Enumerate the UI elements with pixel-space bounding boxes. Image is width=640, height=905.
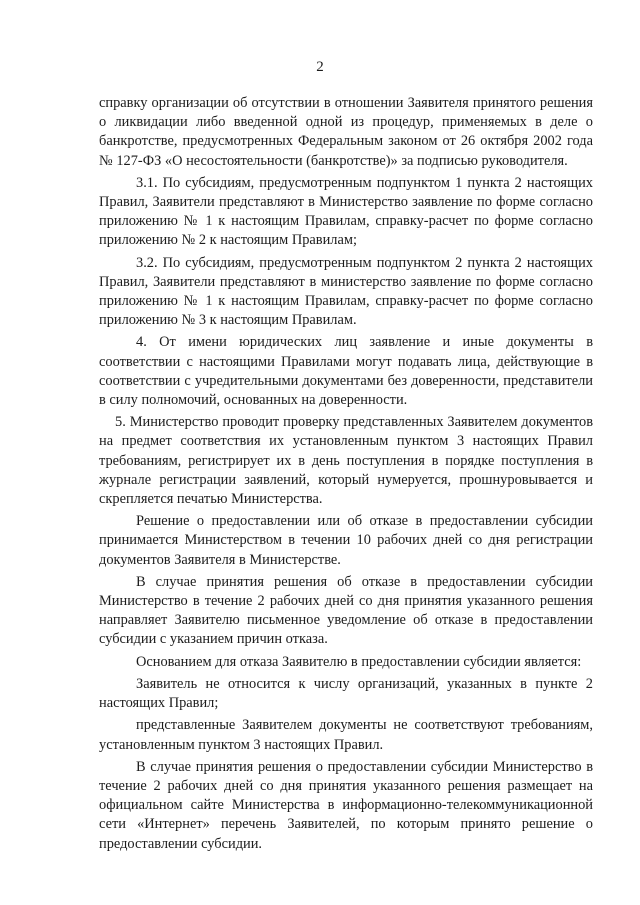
page-number: 2 xyxy=(316,59,324,75)
paragraph-4: 4. От имени юридических лиц заявление и иные документы в соответствии с настоящими Правилами могут подавать лица, действующие в соответствии с учредительными документами без доверенности, представители в силу полномочий, основанных на доверенности. xyxy=(99,334,593,409)
paragraph-3-1: 3.1. По субсидиям, предусмотренным подпунктом 1 пункта 2 настоящих Правил, Заявители представляют в Министерство заявление по форме согласно приложению № 1 к настоящим Правилам, справку-расчет по форме согласно приложению № 2 к настоящим Правилам; xyxy=(99,174,593,249)
paragraph-refusal-grounds: Основанием для отказа Заявителю в предоставлении субсидии является: xyxy=(136,653,582,670)
paragraph-certificate-liquidation: справку организации об отсутствии в отношении Заявителя принятого решения о ликвидации либо введенной одной из процедур, применяемых в деле о банкротстве, предусмотренных Федеральным законом от 26 октября 2002 года № 127-ФЗ «О несостоятельности (банкротстве)» за подписью руководителя. xyxy=(99,95,593,169)
document-body xyxy=(99,94,593,857)
paragraph-ground-documents: представленные Заявителем документы не соответствуют требованиям, установленным пунктом 3 настоящих Правил. xyxy=(99,717,593,753)
paragraph-ground-organization: Заявитель не относится к числу организаций, указанных в пункте 2 настоящих Правил; xyxy=(99,675,593,712)
paragraph-publication: В случае принятия решения о предоставлении субсидии Министерство в течение 2 рабочих дней со дня принятия указанного решения размещает на официальном сайте Министерства в информационно-телекоммуникационной сети «Интернет» перечень Заявителей, по которым принято решение о предоставлении субсидии. xyxy=(99,758,593,852)
paragraph-5: 5. Министерство проводит проверку представленных Заявителем документов на предмет соответствия их установленным пунктом 3 настоящих Правил требованиям, регистрирует их в день поступления в порядке поступления в журнале регистрации заявлений, который нумеруется, прошнуровывается и скрепляется печатью Министерства. xyxy=(99,414,593,508)
paragraph-refusal-notice: В случае принятия решения об отказе в предоставлении субсидии Министерство в течение 2 рабочих дней со дня принятия указанного решения направляет Заявителю письменное уведомление об отказе в предоставлении субсидии с указанием причин отказа. xyxy=(99,573,593,648)
paragraph-decision-timing: Решение о предоставлении или об отказе в предоставлении субсидии принимается Министерством в течении 10 рабочих дней со дня регистрации документов Заявителя в Министерстве. xyxy=(99,513,593,568)
paragraph-3-2: 3.2. По субсидиям, предусмотренным подпунктом 2 пункта 2 настоящих Правил, Заявители представляют в министерство заявление по форме согласно приложению № 1 к настоящим Правилам, справку-расчет по форме согласно приложению № 3 к настоящим Правилам. xyxy=(99,254,593,329)
